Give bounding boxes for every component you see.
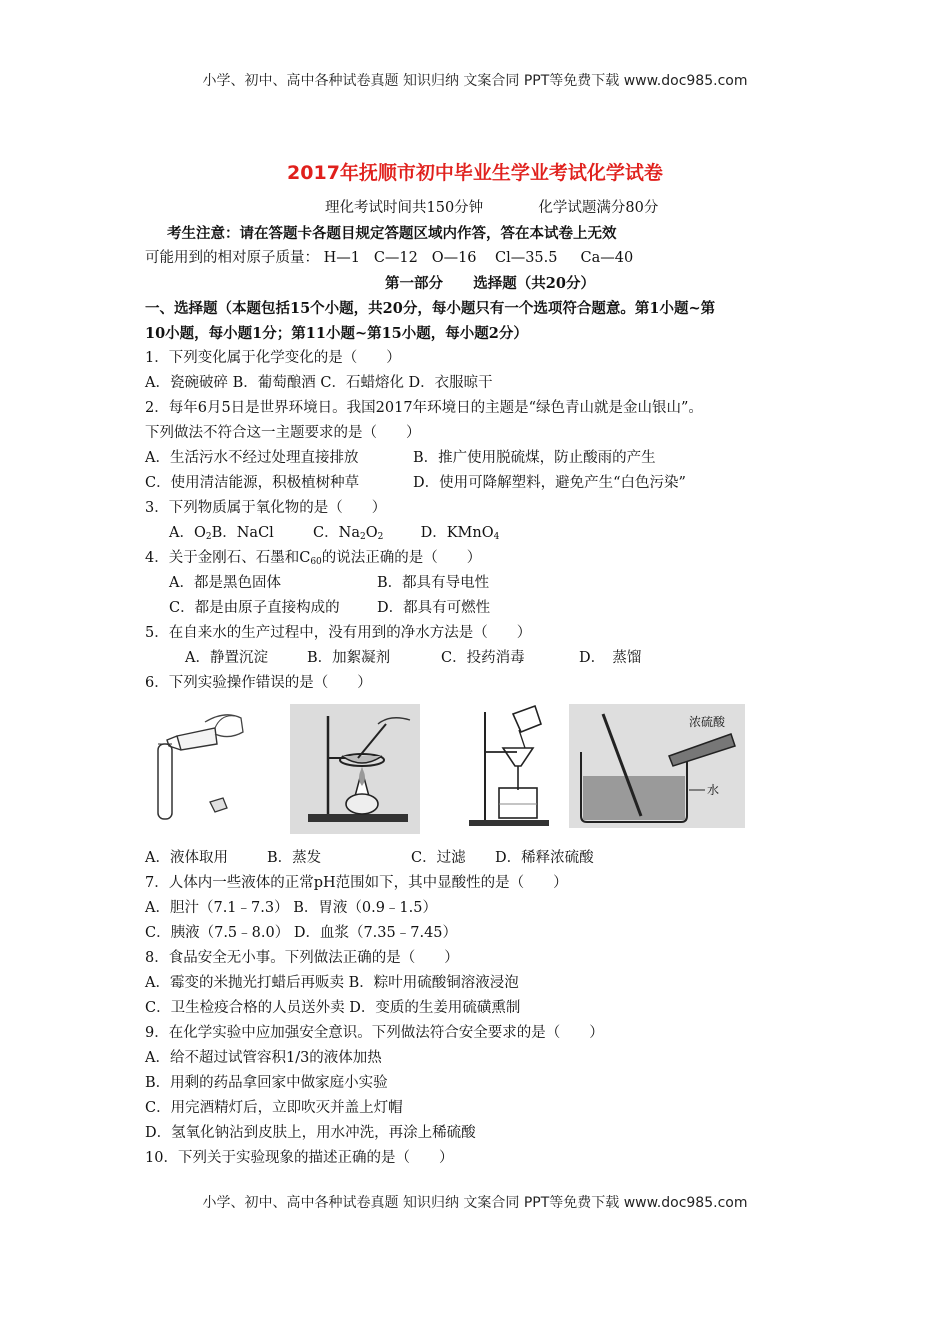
- q8-options-cd: C．卫生检疫合格的人员送外卖 D．变质的生姜用硫磺熏制: [145, 1000, 521, 1016]
- page-header: 小学、初中、高中各种试卷真题 知识归纳 文案合同 PPT等免费下载 www.doc985.com: [202, 73, 748, 89]
- q9-option-a: A．给不超过试管容积1/3的液体加热: [145, 1050, 382, 1066]
- q9-option-c: C．用完酒精灯后，立即吹灭并盖上灯帽: [145, 1100, 403, 1116]
- q4-options-ab: A．都是黑色固体 B．都具有导电性: [169, 575, 490, 591]
- part-heading: 第一部分 选择题（共20分）: [385, 275, 595, 292]
- q7-options-ab: A．胆汁（7.1﹣7.3） B．胃液（0.9﹣1.5）: [145, 900, 437, 916]
- q5-stem: 5．在自来水的生产过程中，没有用到的净水方法是（ ）: [145, 625, 532, 641]
- figure-evaporation: [290, 704, 420, 834]
- q4-stem: 4．关于金刚石、石墨和$C_{60}$的说法正确的是（ ）: [145, 550, 482, 567]
- exam-time: 理化考试时间共150分钟: [325, 200, 484, 216]
- figure-filtration: [455, 704, 555, 834]
- q1-stem: 1．下列变化属于化学变化的是（ ）: [145, 350, 401, 366]
- q6-stem: 6．下列实验操作错误的是（ ）: [145, 675, 372, 691]
- q10-stem: 10．下列关于实验现象的描述正确的是（ ）: [145, 1150, 454, 1166]
- q5-options: A．静置沉淀 B．加絮凝剂 C．投药消毒 D． 蒸馏: [185, 650, 642, 666]
- exam-score: 化学试题满分80分: [538, 200, 659, 216]
- q7-stem: 7．人体内一些液体的正常pH范围如下，其中显酸性的是（ ）: [145, 875, 568, 891]
- label-water: 水: [707, 783, 720, 797]
- q8-options-ab: A．霉变的米抛光打蜡后再贩卖 B．粽叶用硫酸铜溶液浸泡: [145, 975, 519, 991]
- exam-info: [145, 196, 835, 221]
- q9-option-d: D．氢氧化钠沾到皮肤上，用水冲洗，再涂上稀硫酸: [145, 1125, 476, 1141]
- q9-option-b: B．用剩的药品拿回家中做家庭小实验: [145, 1075, 388, 1091]
- q4-options-cd: C．都是由原子直接构成的 D．都具有可燃性: [169, 600, 491, 616]
- exam-content: [145, 196, 835, 1171]
- q3-stem: 3．下列物质属于氧化物的是（ ）: [145, 500, 387, 516]
- figure-liquid-pouring: [155, 704, 250, 829]
- section-instruction-2: 10小题，每小题1分；第11小题~第15小题，每小题2分）: [145, 325, 528, 342]
- q3-options: A．$O_2B$．NaCl C．$Na_2O_2$ D．KMnO$_4$: [169, 525, 500, 542]
- q6-figures: [145, 696, 835, 846]
- label-concentrated-acid: 浓硫酸: [689, 715, 726, 729]
- q9-stem: 9．在化学实验中应加强安全意识。下列做法符合安全要求的是（ ）: [145, 1025, 604, 1041]
- atomic-masses: 可能用到的相对原子质量： H—1 C—12 O—16 Cl—35.5 Ca—40: [145, 250, 634, 266]
- q7-options-cd: C．胰液（7.5﹣8.0） D．血浆（7.35﹣7.45）: [145, 925, 458, 941]
- q2-stem-2: 下列做法不符合这一主题要求的是（ ）: [145, 425, 421, 441]
- q8-stem: 8．食品安全无小事。下列做法正确的是（ ）: [145, 950, 459, 966]
- page-footer: 小学、初中、高中各种试卷真题 知识归纳 文案合同 PPT等免费下载 www.doc985.com: [202, 1195, 748, 1211]
- q2-stem-1: 2．每年6月5日是世界环境日。我国2017年环境日的主题是“绿色青山就是金山银山”。: [145, 400, 703, 416]
- exam-notice: 考生注意：请在答题卡各题目规定答题区域内作答，答在本试卷上无效: [167, 225, 617, 242]
- q1-options: A．瓷碗破碎 B．葡萄酿酒 C．石蜡熔化 D．衣服晾干: [145, 375, 493, 391]
- exam-title: 2017年抚顺市初中毕业生学业考试化学试卷: [287, 162, 663, 184]
- figure-dilute-acid: [569, 704, 745, 828]
- q2-options-cd: C．使用清洁能源，积极植树种草 D．使用可降解塑料，避免产生“白色污染”: [145, 475, 686, 491]
- q2-options-ab: A．生活污水不经过处理直接排放 B．推广使用脱硫煤，防止酸雨的产生: [145, 450, 656, 466]
- section-instruction-1: 一、选择题（本题包括15个小题，共20分，每小题只有一个选项符合题意。第1小题~第: [145, 300, 716, 317]
- q6-options: A．液体取用 B．蒸发 C．过滤 D．稀释浓硫酸: [145, 850, 594, 866]
